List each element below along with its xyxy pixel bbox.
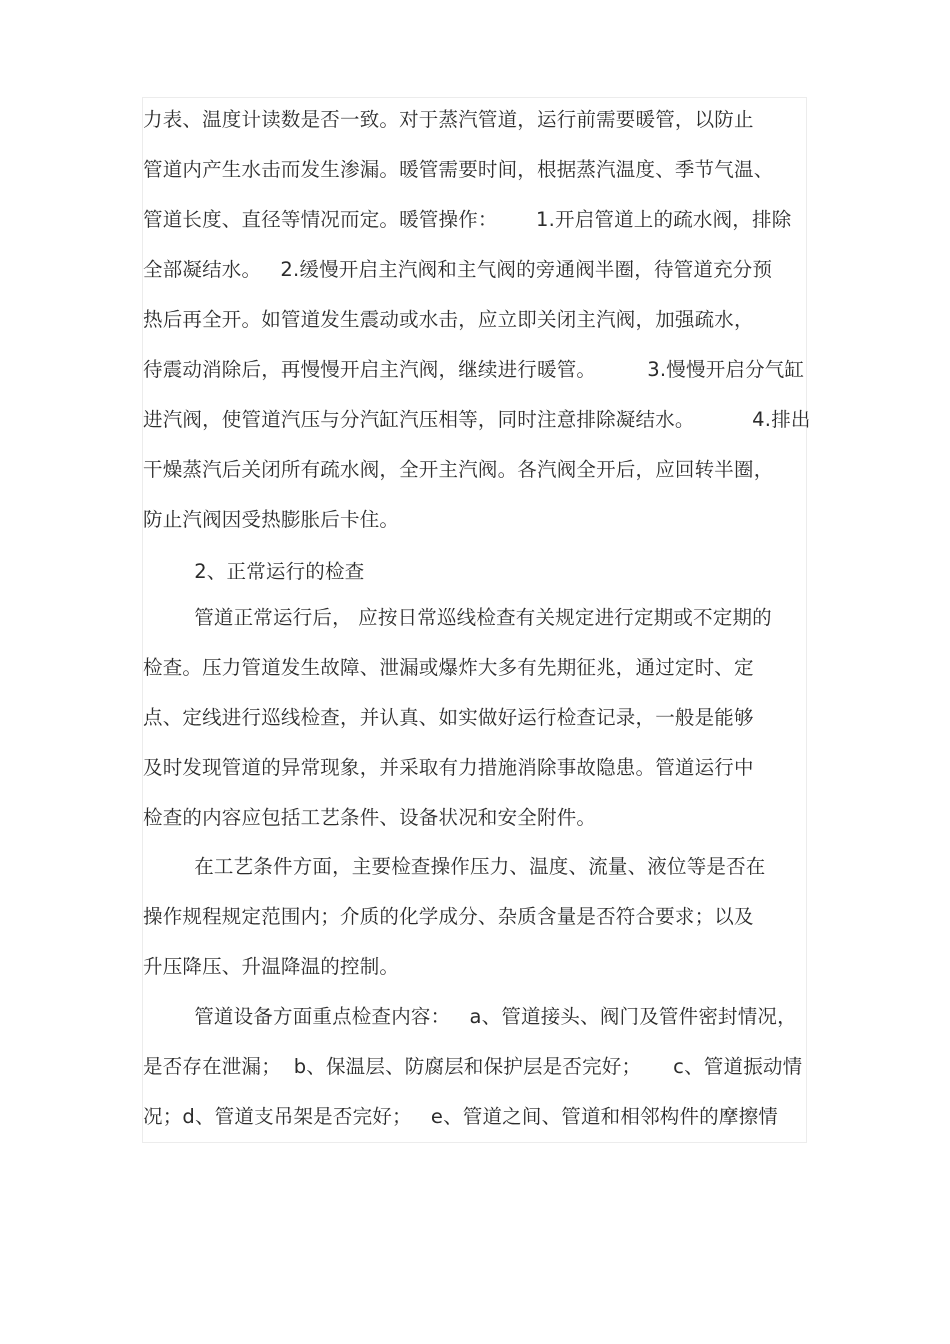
text-line: 待震动消除后，再慢慢开启主汽阀，继续进行暖管。 3.慢慢开启分气缸 [143,358,805,381]
text-line: 升压降压、升温降温的控制。 [143,955,400,978]
text-line: 管道正常运行后， 应按日常巡线检查有关规定进行定期或不定期的 [143,606,772,629]
text-line: 管道长度、直径等情况而定。暖管操作： 1.开启管道上的疏水阀，排除 [143,208,792,231]
section-heading: 2、正常运行的检查 [143,560,365,583]
text-line: 点、定线进行巡线检查，并认真、如实做好运行检查记录，一般是能够 [143,706,754,729]
text-line: 全部凝结水。 2.缓慢开启主汽阀和主气阀的旁通阀半圈，待管道充分预 [143,258,773,281]
text-line: 力表、温度计读数是否一致。对于蒸汽管道，运行前需要暖管，以防止 [143,108,754,131]
text-line: 管道内产生水击而发生渗漏。暖管需要时间，根据蒸汽温度、季节气温、 [143,158,774,181]
text-line: 防止汽阀因受热膨胀后卡住。 [143,508,400,531]
text-line: 检查。压力管道发生故障、泄漏或爆炸大多有先期征兆，通过定时、定 [143,656,754,679]
text-line: 干燥蒸汽后关闭所有疏水阀，全开主汽阀。各汽阀全开后，应回转半圈， [143,458,774,481]
text-line: 进汽阀，使管道汽压与分汽缸汽压相等，同时注意排除凝结水。 4.排出 [143,408,811,431]
text-line: 况；d、管道支吊架是否完好； e、管道之间、管道和相邻构件的摩擦情 [143,1105,778,1128]
text-line: 是否存在泄漏； b、保温层、防腐层和保护层是否完好； c、管道振动情 [143,1055,803,1078]
text-line: 在工艺条件方面，主要检查操作压力、温度、流量、液位等是否在 [143,855,766,878]
text-line: 检查的内容应包括工艺条件、设备状况和安全附件。 [143,806,597,829]
text-line: 热后再全开。如管道发生震动或水击，应立即关闭主汽阀，加强疏水， [143,308,754,331]
text-line: 及时发现管道的异常现象，并采取有力措施消除事故隐患。管道运行中 [143,756,754,779]
text-line: 管道设备方面重点检查内容： a、管道接头、阀门及管件密封情况， [143,1005,797,1028]
text-line: 操作规程规定范围内；介质的化学成分、杂质含量是否符合要求；以及 [143,905,754,928]
